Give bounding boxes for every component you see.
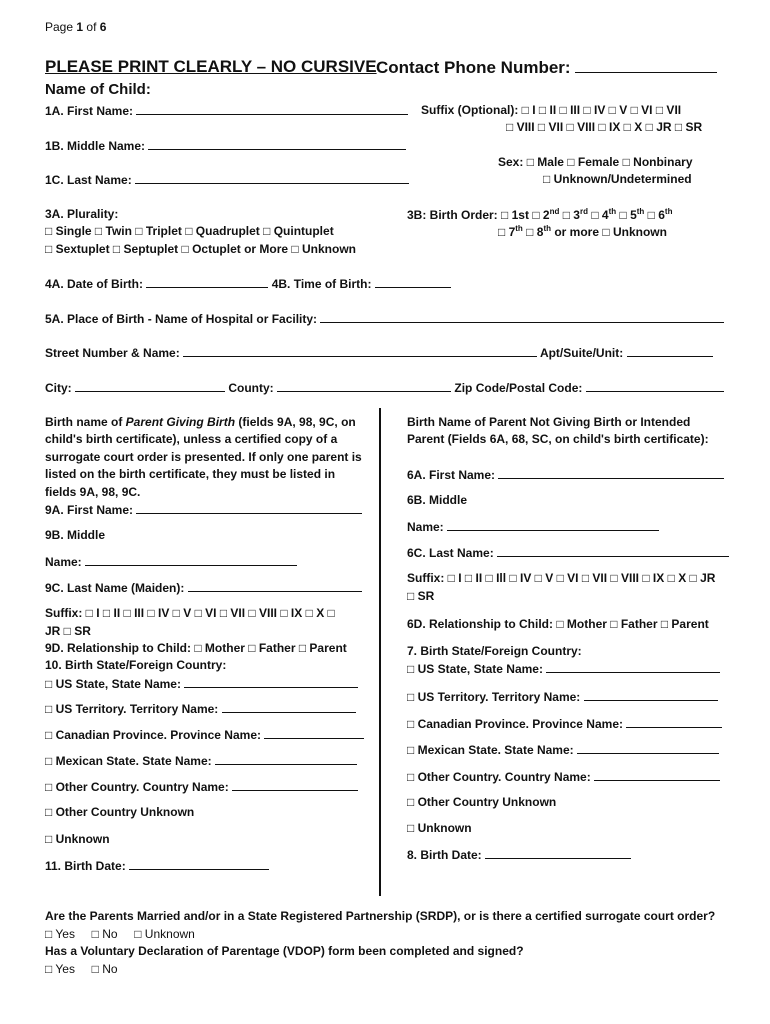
zip-label: Zip Code/Postal Code: — [454, 381, 583, 395]
time-of-birth-label: 4B. Time of Birth: — [271, 277, 372, 291]
left-other-country-label: □ Other Country. Country Name: — [45, 780, 229, 794]
county-label: County: — [228, 381, 274, 395]
page-current: 1 — [76, 20, 84, 34]
time-of-birth-field[interactable] — [375, 276, 451, 288]
right-us-territory[interactable] — [407, 689, 718, 704]
county-field[interactable] — [277, 380, 451, 392]
birth-order-3rd[interactable]: □ 3rd — [562, 207, 588, 222]
left-mexican-state-field[interactable] — [215, 753, 357, 765]
column-divider — [379, 408, 381, 896]
left-mexican-state[interactable] — [45, 753, 357, 768]
child-sex-label: Sex: — [498, 155, 524, 169]
right-other-country-field[interactable] — [594, 769, 720, 781]
left-birth-date-field[interactable] — [129, 858, 269, 870]
right-unknown[interactable]: □ Unknown — [407, 821, 472, 835]
place-of-birth-label: 5A. Place of Birth - Name of Hospital or Facility: — [45, 312, 318, 326]
right-other-country-label: □ Other Country. Country Name: — [407, 770, 591, 784]
child-suffix-options-1[interactable]: □ I □ II □ III □ IV □ V □ VI □ VII — [521, 103, 682, 117]
left-us-state-field[interactable] — [184, 676, 358, 688]
plurality-label: 3A. Plurality: — [45, 207, 119, 221]
right-last-name-field[interactable] — [497, 545, 729, 557]
right-middle-name — [407, 519, 659, 534]
birth-order-unknown[interactable]: □ Unknown — [602, 225, 667, 239]
left-other-country[interactable] — [45, 779, 358, 794]
child-suffix-label: Suffix (Optional): — [421, 103, 519, 117]
married-options — [45, 927, 195, 941]
street-label: Street Number & Name: — [45, 346, 180, 360]
city-field[interactable] — [75, 380, 225, 392]
right-us-state-label: □ US State, State Name: — [407, 662, 543, 676]
left-birth-state-label: 10. Birth State/Foreign Country: — [45, 658, 227, 672]
right-birth-date-label: 8. Birth Date: — [407, 848, 482, 862]
apt-label: Apt/Suite/Unit: — [539, 346, 624, 360]
contact-phone — [376, 57, 717, 78]
birth-order-5th[interactable]: □ 5th — [619, 207, 645, 222]
left-first-name — [45, 502, 362, 517]
right-us-territory-field[interactable] — [584, 689, 718, 701]
place-of-birth-field[interactable] — [320, 311, 724, 323]
left-us-territory-field[interactable] — [222, 701, 356, 713]
right-first-name — [407, 467, 724, 482]
name-of-child-heading: Name of Child: — [45, 81, 151, 98]
married-question: Are the Parents Married and/or in a State Registered Partnership (SRDP), or is there a certified surrogate court order? — [45, 909, 716, 923]
birth-order-row-1 — [407, 207, 672, 222]
right-us-state-field[interactable] — [546, 661, 720, 673]
left-relationship[interactable]: 9D. Relationship to Child: □ Mother □ Father □ Parent — [45, 641, 347, 655]
married-unknown-checkbox[interactable]: □ Unknown — [134, 927, 195, 941]
right-suffix-options-2[interactable]: □ SR — [407, 589, 435, 603]
child-first-name-field[interactable] — [136, 103, 408, 115]
right-canadian-province-label: □ Canadian Province. Province Name: — [407, 717, 623, 731]
city-label: City: — [45, 381, 72, 395]
married-yes-checkbox[interactable]: □ Yes — [45, 927, 75, 941]
page-number — [45, 20, 106, 34]
right-relationship[interactable]: 6D. Relationship to Child: □ Mother □ Father □ Parent — [407, 617, 709, 631]
right-canadian-province-field[interactable] — [626, 716, 722, 728]
left-canadian-province-field[interactable] — [264, 727, 364, 739]
left-unknown[interactable]: □ Unknown — [45, 832, 110, 846]
child-suffix-options-2[interactable]: □ VIII □ VII □ VIII □ IX □ X □ JR □ SR — [506, 120, 703, 134]
left-suffix-options-1[interactable]: Suffix: □ I □ II □ III □ IV □ V □ VI □ VII □ VIII □ IX □ X □ — [45, 606, 335, 620]
page-of: of — [86, 20, 97, 34]
parent-not-giving-birth-intro: Birth Name of Parent Not Giving Birth or Intended Parent (Fields 6A, 68, SC, on child's birth certificate): — [407, 415, 709, 447]
child-sex — [498, 155, 693, 169]
left-birth-date — [45, 858, 269, 873]
birth-order-1st[interactable]: □ 1st — [501, 208, 529, 222]
right-last-name-label: 6C. Last Name: — [407, 546, 494, 560]
child-suffix — [421, 103, 681, 117]
child-last-name-field[interactable] — [135, 172, 409, 184]
child-last-name-label: 1C. Last Name: — [45, 173, 132, 187]
right-last-name — [407, 545, 729, 560]
left-us-territory[interactable] — [45, 701, 356, 716]
child-sex-options-2[interactable]: □ Unknown/Undetermined — [543, 172, 692, 186]
apt-field[interactable] — [627, 345, 713, 357]
left-last-name-field[interactable] — [188, 580, 362, 592]
form-title — [45, 57, 377, 77]
parent-giving-birth-intro: Birth name of Parent Giving Birth (fields 9A, 98, 9C, on child's birth certificate), unless a certified copy of a surrogate court order is presented. If only one parent is listed on the birth certificate, they must be listed in fields 9A, 98, 9C. — [45, 415, 362, 499]
right-first-name-field[interactable] — [498, 467, 724, 479]
right-mexican-state-label: □ Mexican State. State Name: — [407, 743, 574, 757]
left-mexican-state-label: □ Mexican State. State Name: — [45, 754, 212, 768]
right-birth-date — [407, 847, 631, 862]
left-middle-name-label: Name: — [45, 555, 82, 569]
child-sex-options-1[interactable]: □ Male □ Female □ Nonbinary — [526, 155, 693, 169]
plurality-options-2[interactable]: □ Sextuplet □ Septuplet □ Octuplet or More □ Unknown — [45, 242, 357, 256]
date-time-of-birth — [45, 276, 451, 291]
left-last-name-label: 9C. Last Name (Maiden): — [45, 581, 185, 595]
right-middle-name-label: Name: — [407, 520, 444, 534]
left-middle-name-field[interactable] — [85, 554, 297, 566]
right-birth-state-label: 7. Birth State/Foreign Country: — [407, 644, 582, 658]
left-canadian-province-label: □ Canadian Province. Province Name: — [45, 728, 261, 742]
left-middle-name — [45, 554, 297, 569]
right-middle-label: 6B. Middle — [407, 493, 468, 507]
page-prefix: Page — [45, 20, 74, 34]
vdop-question: Has a Voluntary Declaration of Parentage (VDOP) form been completed and signed? — [45, 944, 524, 958]
right-us-territory-label: □ US Territory. Territory Name: — [407, 690, 581, 704]
birth-order-8th[interactable]: □ 8th or more — [526, 224, 600, 239]
vdop-options — [45, 962, 118, 976]
child-middle-name-field[interactable] — [148, 138, 406, 150]
right-middle-name-field[interactable] — [447, 519, 659, 531]
left-birth-date-label: 11. Birth Date: — [45, 859, 126, 873]
date-of-birth-label: 4A. Date of Birth: — [45, 277, 144, 291]
contact-phone-label: Contact Phone Number: — [376, 58, 571, 77]
contact-phone-field[interactable] — [575, 57, 717, 73]
birth-order-7th[interactable]: □ 7th — [498, 224, 523, 239]
right-mexican-state-field[interactable] — [577, 742, 719, 754]
child-last-name — [45, 172, 409, 187]
zip-field[interactable] — [586, 380, 724, 392]
left-us-territory-label: □ US Territory. Territory Name: — [45, 702, 219, 716]
page-total: 6 — [99, 20, 107, 34]
left-us-state[interactable] — [45, 676, 358, 691]
left-middle-label: 9B. Middle — [45, 528, 106, 542]
child-first-name — [45, 103, 408, 118]
right-suffix-options-1[interactable]: Suffix: □ I □ II □ Ill □ IV □ V □ VI □ VII □ VIII □ IX □ X □ JR — [407, 571, 716, 585]
child-middle-name-label: 1B. Middle Name: — [45, 139, 146, 153]
plurality-options-1[interactable]: □ Single □ Twin □ Triplet □ Quadruplet □ Quintuplet — [45, 224, 334, 238]
right-other-country-unknown[interactable]: □ Other Country Unknown — [407, 795, 557, 809]
birth-order-4th[interactable]: □ 4th — [591, 207, 617, 222]
left-first-name-label: 9A. First Name: — [45, 503, 134, 517]
vdop-no-checkbox[interactable]: □ No — [91, 962, 118, 976]
vdop-yes-checkbox[interactable]: □ Yes — [45, 962, 75, 976]
city-county-zip — [45, 380, 724, 395]
street-address — [45, 345, 713, 360]
birth-order-2nd[interactable]: □ 2nd — [532, 207, 560, 222]
married-no-checkbox[interactable]: □ No — [91, 927, 118, 941]
right-canadian-province[interactable] — [407, 716, 722, 731]
child-first-name-label: 1A. First Name: — [45, 104, 134, 118]
print-clearly-title: PLEASE PRINT CLEARLY – NO CURSIVE — [45, 57, 377, 76]
left-canadian-province[interactable] — [45, 727, 364, 742]
left-us-state-label: □ US State, State Name: — [45, 677, 181, 691]
left-other-country-field[interactable] — [232, 779, 358, 791]
left-suffix-options-2[interactable]: JR □ SR — [45, 624, 91, 638]
right-mexican-state[interactable] — [407, 742, 719, 757]
birth-order-label: 3B: Birth Order: — [407, 208, 498, 222]
birth-order-6th[interactable]: □ 6th — [647, 207, 673, 222]
left-other-country-unknown[interactable]: □ Other Country Unknown — [45, 805, 195, 819]
right-other-country[interactable] — [407, 769, 720, 784]
left-last-name — [45, 580, 362, 595]
left-first-name-field[interactable] — [136, 502, 362, 514]
right-birth-date-field[interactable] — [485, 847, 631, 859]
birth-order-row-2 — [498, 224, 667, 239]
place-of-birth — [45, 311, 724, 326]
child-middle-name — [45, 138, 406, 153]
right-first-name-label: 6A. First Name: — [407, 468, 496, 482]
date-of-birth-field[interactable] — [146, 276, 268, 288]
street-field[interactable] — [183, 345, 537, 357]
right-us-state[interactable] — [407, 661, 720, 676]
